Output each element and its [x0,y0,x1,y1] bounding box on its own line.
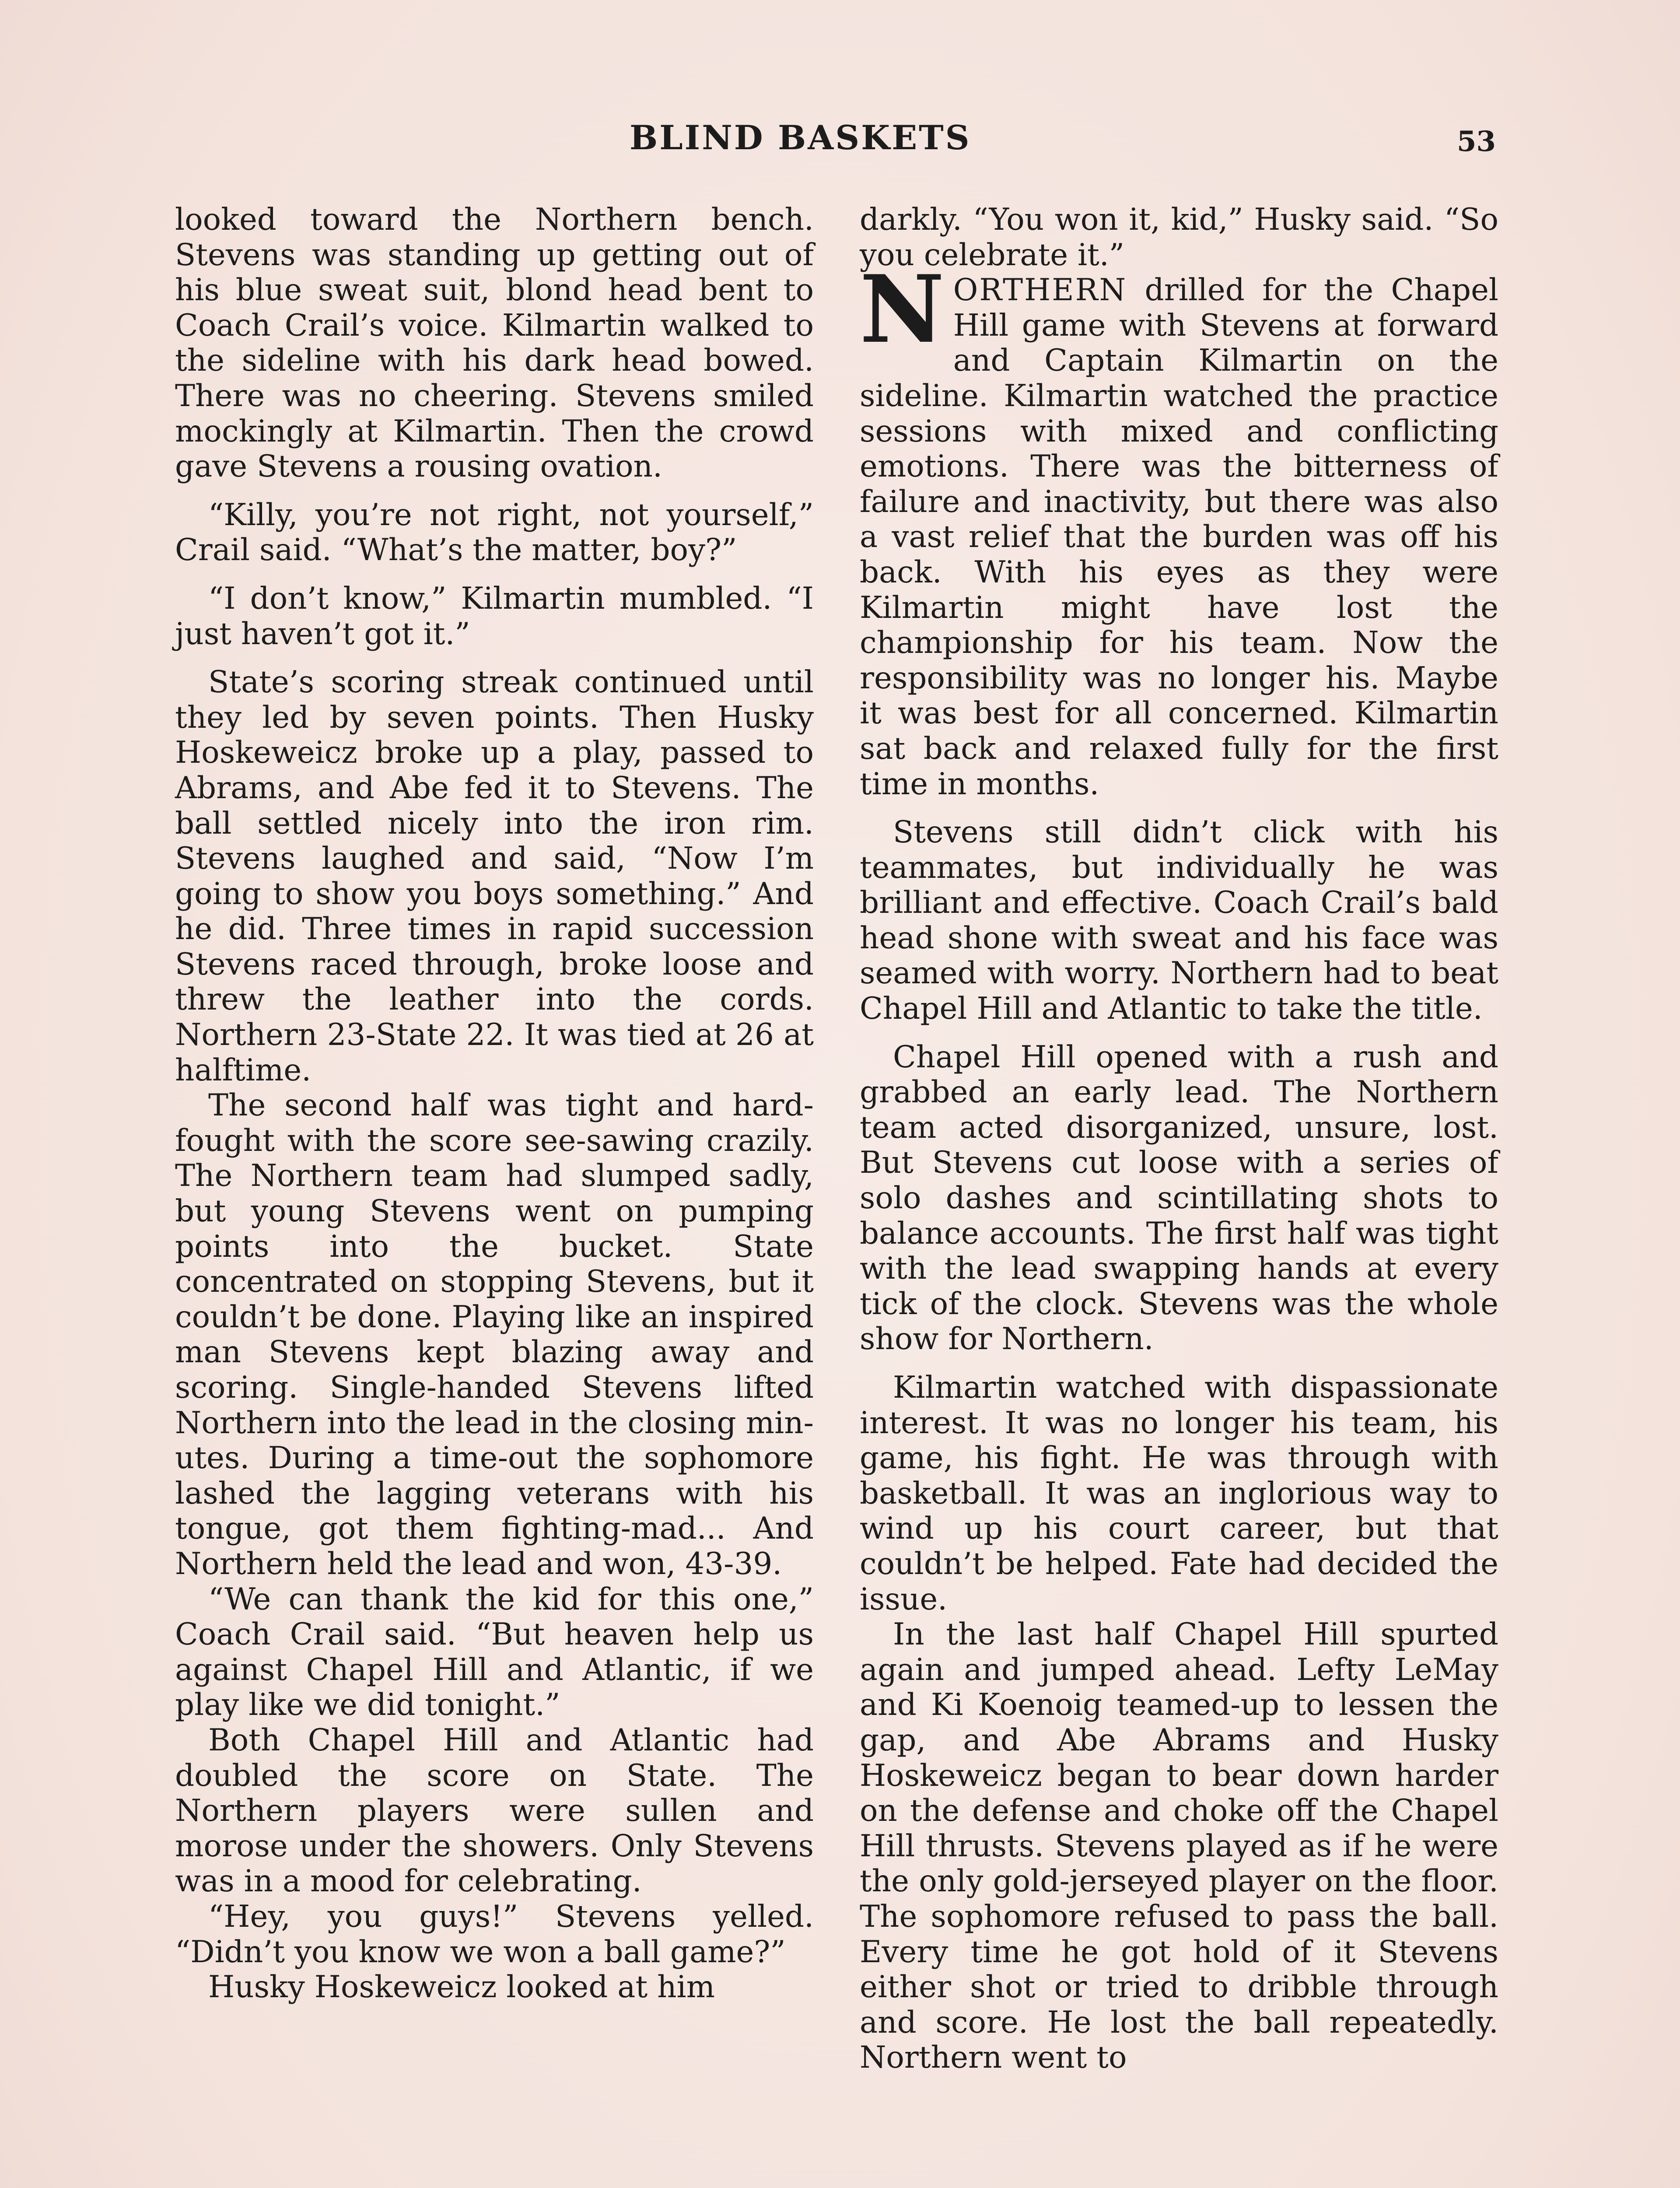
paragraph: Stevens still didn’t click with his teammates, but individually he was brilliant and effective. Coach Crail’s bald head shone with sweat and his face was seamed with worry. Northern had to beat Chapel Hill and Atlantic to take the title. [860,815,1498,1027]
paragraph: In the last half Chapel Hill spurted again and jumped ahead. Lefty LeMay and Ki Koenoig teamed-up to lessen the gap, and Abe Abrams and Husky Hoskeweicz began to bear down harder on the defense and choke off the Chapel Hill thrusts. Stevens played as if he were the only gold-jerseyed player on the floor. The sophomore refused to pass the ball. Every time he got hold of it Stevens either shot or tried to dribble through and score. He lost the ball repeatedly. Northern went to [860,1617,1498,2076]
paragraph: Husky Hoskeweicz looked at him [208,1970,715,2005]
paragraph: “Killy, you’re not right, not yourself,” Crail said. “What’s the matter, boy?” [175,497,814,568]
paragraph: Kilmartin watched with dispassionate interest. It was no longer his team, his game, his fight. He was through with basketball. It was an inglorious way to wind up his court career, but that couldn’t be helped. Fate had decided the issue. [860,1370,1498,1617]
paragraph: The second half was tight and hard-fought with the score see-sawing crazily. The Northern team had slumped sadly, but young Stevens went on pumping points into the bucket. State concentrated on stopping Stevens, but it couldn’t be done. Playing like an inspired man Stevens kept blazing away and scoring. Single-handed Stevens lifted Northern into the lead in the closing minutes. During a time-out the sophomore lashed the lagging veterans with his tongue, got them fighting-mad... And Northern held the lead and won, 43-39. [175,1088,814,1581]
left-column [175,202,814,2005]
paragraph: “We can thank the kid for this one,” Coach Crail said. “But heaven help us against Chapel Hill and Atlantic, if we play like we did tonight.” [175,1581,814,1723]
paragraph: “Hey, you guys!” Stevens yelled. “Didn’t you know we won a ball game?” [175,1899,814,1970]
paragraph: darkly. “You won it, kid,” Husky said. “So you celebrate it.” [860,202,1498,273]
paragraph: Both Chapel Hill and Atlantic had doubled the score on State. The Northern players were sullen and morose under the showers. Only Stevens was in a mood for celebrating. [175,1722,814,1899]
paragraph: looked toward the Northern bench. Stevens was standing up getting out of his blue sweat suit, blond head bent to Coach Crail’s voice. Kilmartin walked to the sideline with his dark head bowed. There was no cheering. Stevens smiled mockingly at Kilmartin. Then the crowd gave Stevens a rousing ovation. [175,202,814,484]
section-opening-paragraph [860,255,1499,802]
opening-word: ORTHERN [953,273,1127,308]
running-header: BLIND BASKETS [630,118,971,157]
drop-cap: N [860,255,945,364]
paragraph-text: drilled for the Chapel Hill game with Stevens at forward and Captain Kilmartin on the sideline. Kilmartin watched the practice sessions with mixed and conflicting emotions. There was the bitterness of failure and inactivity, but there was also a vast relief that the burden was off his back. With his eyes as they were Kilmartin might have lost the championship for his team. Now the responsibility was no longer his. Maybe it was best for all concerned. Kilmartin sat back and relaxed fully for the first time in months. [860,273,1499,802]
right-column [860,202,1498,2076]
paragraph: Chapel Hill opened with a rush and grabbed an early lead. The Northern team acted disorganized, unsure, lost. But Stevens cut loose with a series of solo dashes and scintillating shots to balance accounts. The first half was tight with the lead swapping hands at every tick of the clock. Stevens was the whole show for Northern. [860,1039,1498,1357]
page-number: 53 [1457,125,1496,158]
paragraph: State’s scoring streak continued until they led by seven points. Then Husky Hoskeweicz broke up a play, passed to Abrams, and Abe fed it to Stevens. The ball settled nicely into the iron rim. Stevens laughed and said, “Now I’m going to show you boys something.” And he did. Three times in rapid succession Stevens raced through, broke loose and threw the leather into the cords. Northern 23-State 22. It was tied at 26 at halftime. [175,665,814,1088]
paragraph: “I don’t know,” Kilmartin mumbled. “I just haven’t got it.” [175,581,814,652]
